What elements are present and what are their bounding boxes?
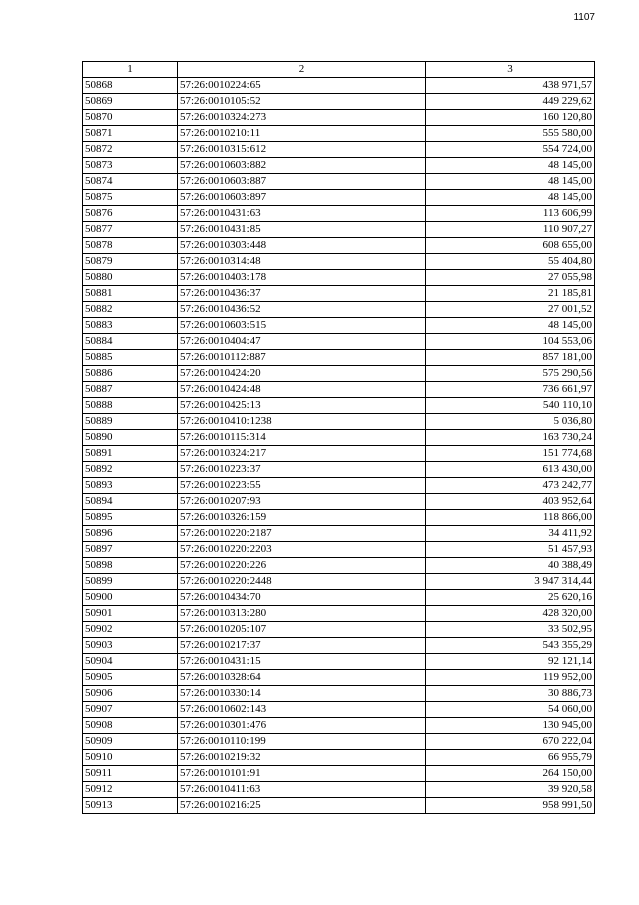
table-row — [83, 494, 595, 510]
value-cell: 54 060,00 — [426, 702, 595, 718]
cadastral-number-cell: 57:26:0010314:48 — [178, 254, 426, 270]
value-cell: 118 866,00 — [426, 510, 595, 526]
row-number-cell: 50899 — [83, 574, 178, 590]
table-row — [83, 606, 595, 622]
row-number-cell: 50911 — [83, 766, 178, 782]
cadastral-number-cell: 57:26:0010220:2203 — [178, 542, 426, 558]
row-number-cell: 50881 — [83, 286, 178, 302]
cadastral-number-cell: 57:26:0010603:515 — [178, 318, 426, 334]
table-row — [83, 238, 595, 254]
table-row — [83, 670, 595, 686]
row-number-cell: 50880 — [83, 270, 178, 286]
cadastral-number-cell: 57:26:0010403:178 — [178, 270, 426, 286]
table-row — [83, 478, 595, 494]
table-row — [83, 798, 595, 814]
value-cell: 473 242,77 — [426, 478, 595, 494]
table-row — [83, 382, 595, 398]
value-cell: 670 222,04 — [426, 734, 595, 750]
header-row — [83, 62, 595, 78]
row-number-cell: 50871 — [83, 126, 178, 142]
cadastral-number-cell: 57:26:0010431:15 — [178, 654, 426, 670]
cadastral-number-cell: 57:26:0010216:25 — [178, 798, 426, 814]
value-cell: 51 457,93 — [426, 542, 595, 558]
row-number-cell: 50903 — [83, 638, 178, 654]
row-number-cell: 50868 — [83, 78, 178, 94]
row-number-cell: 50889 — [83, 414, 178, 430]
table-row — [83, 686, 595, 702]
value-cell: 92 121,14 — [426, 654, 595, 670]
value-cell: 48 145,00 — [426, 190, 595, 206]
row-number-cell: 50913 — [83, 798, 178, 814]
row-number-cell: 50878 — [83, 238, 178, 254]
row-number-cell: 50910 — [83, 750, 178, 766]
value-cell: 160 120,80 — [426, 110, 595, 126]
value-cell: 5 036,80 — [426, 414, 595, 430]
cadastral-number-cell: 57:26:0010431:63 — [178, 206, 426, 222]
table-row — [83, 558, 595, 574]
cadastral-number-cell: 57:26:0010328:64 — [178, 670, 426, 686]
cadastral-number-cell: 57:26:0010602:143 — [178, 702, 426, 718]
table-row — [83, 526, 595, 542]
value-cell: 48 145,00 — [426, 158, 595, 174]
cadastral-number-cell: 57:26:0010411:63 — [178, 782, 426, 798]
table-row — [83, 398, 595, 414]
table-row — [83, 94, 595, 110]
cadastral-number-cell: 57:26:0010330:14 — [178, 686, 426, 702]
column-header-3: 3 — [426, 62, 595, 78]
row-number-cell: 50872 — [83, 142, 178, 158]
table-row — [83, 270, 595, 286]
value-cell: 21 185,81 — [426, 286, 595, 302]
table-row — [83, 110, 595, 126]
cadastral-number-cell: 57:26:0010205:107 — [178, 622, 426, 638]
cadastral-number-cell: 57:26:0010115:314 — [178, 430, 426, 446]
row-number-cell: 50884 — [83, 334, 178, 350]
row-number-cell: 50900 — [83, 590, 178, 606]
table-row — [83, 446, 595, 462]
row-number-cell: 50912 — [83, 782, 178, 798]
value-cell: 857 181,00 — [426, 350, 595, 366]
table-row — [83, 766, 595, 782]
table-header — [83, 62, 595, 78]
row-number-cell: 50890 — [83, 430, 178, 446]
row-number-cell: 50893 — [83, 478, 178, 494]
row-number-cell: 50875 — [83, 190, 178, 206]
table-row — [83, 366, 595, 382]
table-row — [83, 782, 595, 798]
table-row — [83, 750, 595, 766]
table-row — [83, 254, 595, 270]
row-number-cell: 50888 — [83, 398, 178, 414]
row-number-cell: 50901 — [83, 606, 178, 622]
value-cell: 264 150,00 — [426, 766, 595, 782]
table-row — [83, 158, 595, 174]
value-cell: 33 502,95 — [426, 622, 595, 638]
value-cell: 39 920,58 — [426, 782, 595, 798]
table-row — [83, 414, 595, 430]
page-number: 1107 — [573, 12, 595, 23]
cadastral-number-cell: 57:26:0010324:217 — [178, 446, 426, 462]
value-cell: 608 655,00 — [426, 238, 595, 254]
value-cell: 48 145,00 — [426, 174, 595, 190]
cadastral-number-cell: 57:26:0010207:93 — [178, 494, 426, 510]
cadastral-number-cell: 57:26:0010603:897 — [178, 190, 426, 206]
row-number-cell: 50873 — [83, 158, 178, 174]
row-number-cell: 50908 — [83, 718, 178, 734]
row-number-cell: 50876 — [83, 206, 178, 222]
table-row — [83, 654, 595, 670]
value-cell: 403 952,64 — [426, 494, 595, 510]
value-cell: 110 907,27 — [426, 222, 595, 238]
table-row — [83, 350, 595, 366]
cadastral-number-cell: 57:26:0010303:448 — [178, 238, 426, 254]
row-number-cell: 50904 — [83, 654, 178, 670]
value-cell: 48 145,00 — [426, 318, 595, 334]
registry-table — [82, 61, 595, 814]
row-number-cell: 50902 — [83, 622, 178, 638]
cadastral-number-cell: 57:26:0010223:37 — [178, 462, 426, 478]
column-header-2: 2 — [178, 62, 426, 78]
row-number-cell: 50877 — [83, 222, 178, 238]
cadastral-number-cell: 57:26:0010105:52 — [178, 94, 426, 110]
table-row — [83, 206, 595, 222]
row-number-cell: 50909 — [83, 734, 178, 750]
value-cell: 25 620,16 — [426, 590, 595, 606]
value-cell: 3 947 314,44 — [426, 574, 595, 590]
row-number-cell: 50891 — [83, 446, 178, 462]
cadastral-number-cell: 57:26:0010110:199 — [178, 734, 426, 750]
table-row — [83, 590, 595, 606]
cadastral-number-cell: 57:26:0010313:280 — [178, 606, 426, 622]
cadastral-number-cell: 57:26:0010424:48 — [178, 382, 426, 398]
value-cell: 27 055,98 — [426, 270, 595, 286]
value-cell: 27 001,52 — [426, 302, 595, 318]
column-header-1: 1 — [83, 62, 178, 78]
cadastral-number-cell: 57:26:0010603:887 — [178, 174, 426, 190]
value-cell: 613 430,00 — [426, 462, 595, 478]
value-cell: 540 110,10 — [426, 398, 595, 414]
row-number-cell: 50898 — [83, 558, 178, 574]
row-number-cell: 50897 — [83, 542, 178, 558]
value-cell: 130 945,00 — [426, 718, 595, 734]
row-number-cell: 50907 — [83, 702, 178, 718]
table-row — [83, 286, 595, 302]
table-row — [83, 702, 595, 718]
table-row — [83, 510, 595, 526]
cadastral-number-cell: 57:26:0010431:85 — [178, 222, 426, 238]
row-number-cell: 50883 — [83, 318, 178, 334]
cadastral-number-cell: 57:26:0010404:47 — [178, 334, 426, 350]
row-number-cell: 50879 — [83, 254, 178, 270]
cadastral-number-cell: 57:26:0010434:70 — [178, 590, 426, 606]
cadastral-number-cell: 57:26:0010219:32 — [178, 750, 426, 766]
value-cell: 438 971,57 — [426, 78, 595, 94]
table-row — [83, 334, 595, 350]
table-body — [83, 78, 595, 814]
cadastral-number-cell: 57:26:0010224:65 — [178, 78, 426, 94]
cadastral-number-cell: 57:26:0010301:476 — [178, 718, 426, 734]
cadastral-number-cell: 57:26:0010436:37 — [178, 286, 426, 302]
table-row — [83, 638, 595, 654]
table-row — [83, 718, 595, 734]
value-cell: 163 730,24 — [426, 430, 595, 446]
value-cell: 113 606,99 — [426, 206, 595, 222]
value-cell: 104 553,06 — [426, 334, 595, 350]
value-cell: 151 774,68 — [426, 446, 595, 462]
row-number-cell: 50896 — [83, 526, 178, 542]
table-row — [83, 622, 595, 638]
value-cell: 543 355,29 — [426, 638, 595, 654]
cadastral-number-cell: 57:26:0010315:612 — [178, 142, 426, 158]
row-number-cell: 50894 — [83, 494, 178, 510]
value-cell: 34 411,92 — [426, 526, 595, 542]
cadastral-number-cell: 57:26:0010220:2187 — [178, 526, 426, 542]
row-number-cell: 50886 — [83, 366, 178, 382]
cadastral-number-cell: 57:26:0010436:52 — [178, 302, 426, 318]
row-number-cell: 50892 — [83, 462, 178, 478]
table-row — [83, 126, 595, 142]
table-row — [83, 190, 595, 206]
table-row — [83, 222, 595, 238]
value-cell: 958 991,50 — [426, 798, 595, 814]
cadastral-number-cell: 57:26:0010220:2448 — [178, 574, 426, 590]
row-number-cell: 50885 — [83, 350, 178, 366]
value-cell: 119 952,00 — [426, 670, 595, 686]
value-cell: 554 724,00 — [426, 142, 595, 158]
cadastral-number-cell: 57:26:0010424:20 — [178, 366, 426, 382]
value-cell: 736 661,97 — [426, 382, 595, 398]
table-row — [83, 734, 595, 750]
cadastral-number-cell: 57:26:0010217:37 — [178, 638, 426, 654]
cadastral-number-cell: 57:26:0010324:273 — [178, 110, 426, 126]
cadastral-number-cell: 57:26:0010326:159 — [178, 510, 426, 526]
row-number-cell: 50870 — [83, 110, 178, 126]
table-row — [83, 174, 595, 190]
row-number-cell: 50906 — [83, 686, 178, 702]
value-cell: 575 290,56 — [426, 366, 595, 382]
value-cell: 55 404,80 — [426, 254, 595, 270]
value-cell: 555 580,00 — [426, 126, 595, 142]
value-cell: 428 320,00 — [426, 606, 595, 622]
table-row — [83, 462, 595, 478]
table-row — [83, 78, 595, 94]
cadastral-number-cell: 57:26:0010603:882 — [178, 158, 426, 174]
cadastral-number-cell: 57:26:0010223:55 — [178, 478, 426, 494]
row-number-cell: 50882 — [83, 302, 178, 318]
value-cell: 40 388,49 — [426, 558, 595, 574]
row-number-cell: 50887 — [83, 382, 178, 398]
value-cell: 30 886,73 — [426, 686, 595, 702]
table-row — [83, 574, 595, 590]
row-number-cell: 50869 — [83, 94, 178, 110]
cadastral-number-cell: 57:26:0010101:91 — [178, 766, 426, 782]
cadastral-number-cell: 57:26:0010112:887 — [178, 350, 426, 366]
table-row — [83, 302, 595, 318]
cadastral-number-cell: 57:26:0010210:11 — [178, 126, 426, 142]
table-row — [83, 142, 595, 158]
row-number-cell: 50895 — [83, 510, 178, 526]
value-cell: 449 229,62 — [426, 94, 595, 110]
cadastral-number-cell: 57:26:0010220:226 — [178, 558, 426, 574]
cadastral-number-cell: 57:26:0010425:13 — [178, 398, 426, 414]
row-number-cell: 50874 — [83, 174, 178, 190]
table-row — [83, 542, 595, 558]
table-row — [83, 430, 595, 446]
value-cell: 66 955,79 — [426, 750, 595, 766]
cadastral-number-cell: 57:26:0010410:1238 — [178, 414, 426, 430]
row-number-cell: 50905 — [83, 670, 178, 686]
table-row — [83, 318, 595, 334]
